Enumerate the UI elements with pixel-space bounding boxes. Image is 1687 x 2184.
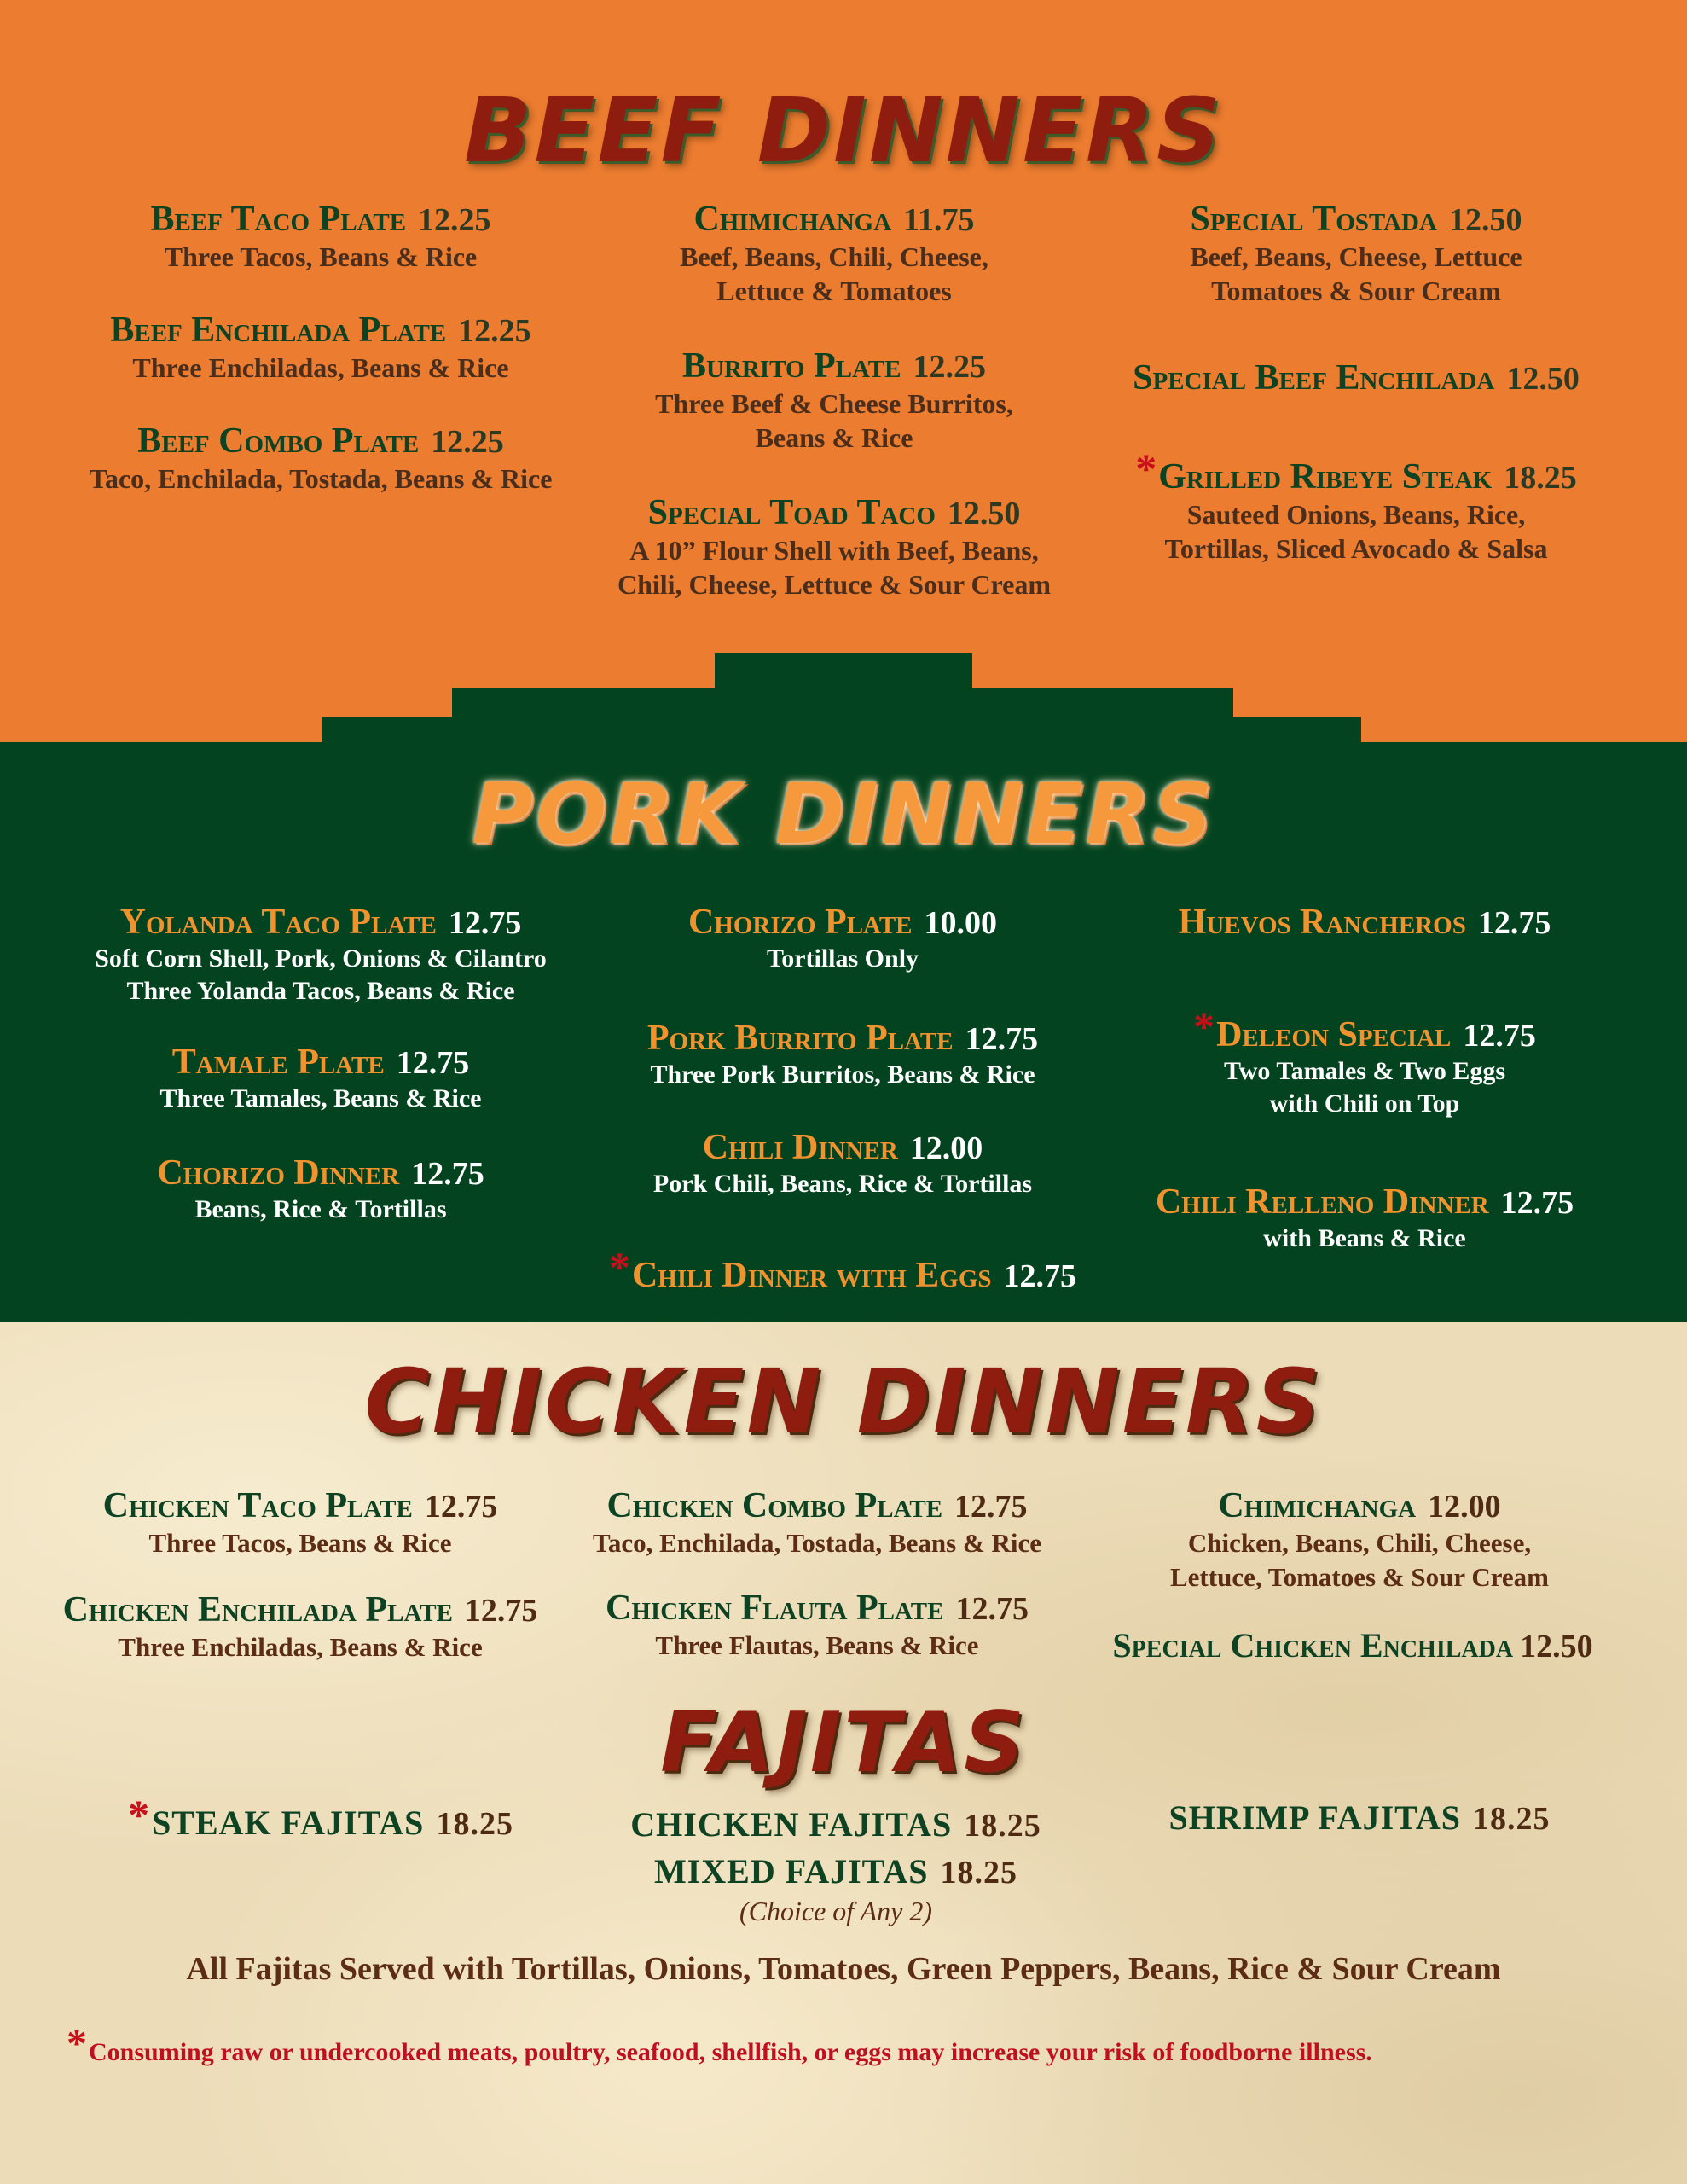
item-description: A 10” Flour Shell with Beef, Beans, (629, 535, 1039, 566)
item-price: 12.50 (1520, 1629, 1593, 1664)
item-price: 12.75 (448, 905, 522, 941)
menu-item (90, 421, 553, 496)
menu-item (1156, 1182, 1574, 1255)
menu-item (680, 200, 988, 308)
menu-item (606, 1589, 1029, 1663)
item-description: Chicken, Beans, Chili, Cheese, (1187, 1528, 1532, 1558)
menu-item (653, 1128, 1032, 1200)
item-name: Chili Relleno Dinner (1155, 1182, 1489, 1222)
item-price: 12.75 (411, 1156, 484, 1192)
menu-item (593, 1486, 1041, 1560)
menu-item (110, 311, 530, 385)
beef-dinners-title: BEEF DINNERS (464, 78, 1223, 183)
item-price: 18.25 (964, 1808, 1041, 1844)
item-name: Yolanda Taco Plate (119, 903, 437, 942)
item-price: 11.75 (903, 202, 975, 238)
item-name: Chicken Enchilada Plate (62, 1590, 453, 1629)
menu-item (95, 903, 547, 1008)
item-description: Sauteed Onions, Beans, Rice, (1186, 499, 1526, 530)
item-name: Deleon Special (1216, 1015, 1452, 1054)
item-price: 12.25 (431, 424, 504, 460)
fajita-item-mixed (630, 1852, 1041, 1892)
menu-item (150, 200, 490, 274)
menu-item (1179, 903, 1551, 943)
menu-item (63, 1590, 538, 1664)
item-name: Beef Taco Plate (150, 200, 407, 239)
menu-item (655, 346, 1013, 455)
item-price: 12.75 (1500, 1185, 1574, 1221)
item-price: 12.50 (947, 496, 1021, 531)
item-price: 12.75 (464, 1593, 538, 1629)
item-name: Special Tostada (1190, 200, 1437, 239)
menu-item (1112, 1626, 1592, 1666)
item-name: Beef Combo Plate (137, 421, 420, 461)
item-description: Three Beef & Cheese Burritos, (655, 388, 1013, 419)
item-description: Three Flautas, Beans & Rice (655, 1630, 979, 1660)
item-description: Taco, Enchilada, Tostada, Beans & Rice (89, 463, 553, 494)
item-name: Tamale Plate (171, 1043, 385, 1082)
menu-item (647, 1019, 1038, 1091)
menu-item (608, 1243, 1077, 1296)
item-description: with Beans & Rice (1263, 1224, 1466, 1252)
item-price: 18.25 (1504, 460, 1577, 496)
item-name: Chorizo Plate (687, 903, 913, 942)
item-name: STEAK FAJITAS (152, 1804, 425, 1842)
asterisk-icon: * (67, 2021, 87, 2066)
item-description: Taco, Enchilada, Tostada, Beans & Rice (593, 1528, 1041, 1558)
item-price: 12.00 (1428, 1489, 1501, 1525)
item-name: Special Beef Enchilada (1133, 358, 1495, 398)
menu-item (103, 1486, 498, 1560)
item-description: Lettuce & Tomatoes (716, 276, 952, 306)
menu-item (157, 1153, 484, 1226)
item-description: Three Enchiladas, Beans & Rice (132, 352, 509, 383)
item-price: 12.50 (1506, 361, 1580, 397)
item-description: Three Tamales, Beans & Rice (159, 1084, 482, 1112)
item-description: with Chili on Top (1269, 1089, 1460, 1118)
menu-item (1133, 358, 1580, 398)
menu-item (617, 493, 1051, 601)
menu-item (688, 903, 997, 975)
item-price: 12.75 (954, 1489, 1028, 1525)
menu-item (1190, 200, 1522, 308)
item-name: Chili Dinner with Eggs (631, 1256, 992, 1295)
item-name: Burrito Plate (682, 346, 901, 386)
asterisk-icon: * (1193, 1002, 1215, 1050)
item-description: Beef, Beans, Chili, Cheese, (680, 241, 988, 272)
item-name: SHRIMP FAJITAS (1168, 1798, 1462, 1837)
item-description: Beef, Beans, Cheese, Lettuce (1190, 241, 1522, 272)
item-name: Chimichanga (1218, 1486, 1417, 1525)
item-price: 18.25 (436, 1806, 513, 1842)
item-price: 12.75 (1003, 1258, 1077, 1294)
item-description: Three Pork Burritos, Beans & Rice (650, 1060, 1035, 1089)
item-name: CHICKEN FAJITAS (630, 1805, 953, 1844)
fajitas-title: FAJITAS (660, 1694, 1027, 1792)
fajita-item-chicken (630, 1805, 1041, 1930)
item-description: Beans, Rice & Tortillas (194, 1195, 447, 1223)
item-description: Three Yolanda Tacos, Beans & Rice (126, 977, 515, 1005)
fajitas-served-with-note: All Fajitas Served with Tortillas, Onions, Tomatoes, Green Peppers, Beans, Rice & Sour Cream (186, 1951, 1501, 1987)
item-price: 18.25 (1473, 1801, 1551, 1837)
item-name: Chorizo Dinner (157, 1153, 400, 1193)
fajita-item-steak (128, 1791, 513, 1844)
item-name: Chili Dinner (702, 1128, 898, 1167)
item-name: Huevos Rancheros (1178, 903, 1466, 942)
item-description: Pork Chili, Beans, Rice & Tortillas (652, 1170, 1033, 1198)
item-description: Tortillas Only (766, 944, 919, 973)
asterisk-icon: * (128, 1791, 151, 1838)
item-price: 12.75 (1477, 905, 1551, 941)
menu-item (160, 1043, 482, 1115)
item-description: Tomatoes & Sour Cream (1211, 276, 1501, 306)
warning-text: Consuming raw or undercooked meats, poultry, seafood, shellfish, or eggs may increase your risk of foodborne illness. (89, 2038, 1372, 2066)
pork-dinners-title: PORK DINNERS (472, 766, 1215, 863)
item-price: 10.00 (924, 905, 998, 941)
item-price: 12.25 (418, 202, 491, 238)
item-name: Beef Enchilada Plate (110, 311, 447, 350)
item-price: 18.25 (940, 1855, 1018, 1891)
item-price: 12.25 (458, 313, 531, 349)
item-price: 12.75 (424, 1489, 498, 1525)
item-name: MIXED FAJITAS (653, 1852, 929, 1891)
item-price: 12.75 (1463, 1018, 1536, 1054)
item-price: 12.75 (965, 1021, 1039, 1057)
item-description: Two Tamales & Two Eggs (1223, 1057, 1506, 1085)
item-price: 12.75 (955, 1591, 1029, 1627)
item-price: 12.50 (1448, 202, 1522, 238)
item-name: Chicken Combo Plate (606, 1486, 943, 1525)
item-name: Special Toad Taco (647, 493, 936, 532)
asterisk-icon: * (608, 1243, 630, 1291)
fajita-choice-note: (Choice of Any 2) (739, 1896, 932, 1926)
item-description: Chili, Cheese, Lettuce & Sour Cream (617, 569, 1052, 600)
menu-item (1135, 444, 1577, 566)
item-description: Beans & Rice (755, 422, 913, 453)
chicken-dinners-title: CHICKEN DINNERS (364, 1350, 1323, 1454)
item-description: Soft Corn Shell, Pork, Onions & Cilantro (95, 944, 547, 973)
item-description: Lettuce, Tomatoes & Sour Cream (1169, 1562, 1550, 1592)
item-name: Chimichanga (693, 200, 892, 239)
item-price: 12.00 (909, 1130, 983, 1166)
item-description: Three Tacos, Beans & Rice (148, 1528, 452, 1558)
foodborne-illness-warning (67, 2021, 1372, 2071)
item-name: Grilled Ribeye Steak (1158, 457, 1493, 497)
item-name: Special Chicken Enchilada (1112, 1626, 1514, 1664)
menu-item (1193, 1002, 1536, 1120)
item-price: 12.75 (396, 1045, 470, 1081)
menu-item (1170, 1486, 1549, 1594)
item-description: Three Tacos, Beans & Rice (164, 241, 478, 272)
item-description: Tortillas, Sliced Avocado & Salsa (1164, 533, 1548, 564)
item-description: Three Enchiladas, Beans & Rice (118, 1632, 483, 1662)
item-price: 12.25 (913, 349, 986, 385)
item-name: Chicken Flauta Plate (606, 1589, 944, 1628)
item-name: Pork Burrito Plate (646, 1019, 954, 1058)
asterisk-icon: * (1135, 444, 1157, 492)
fajita-item-shrimp (1168, 1798, 1550, 1838)
item-name: Chicken Taco Plate (102, 1486, 413, 1525)
